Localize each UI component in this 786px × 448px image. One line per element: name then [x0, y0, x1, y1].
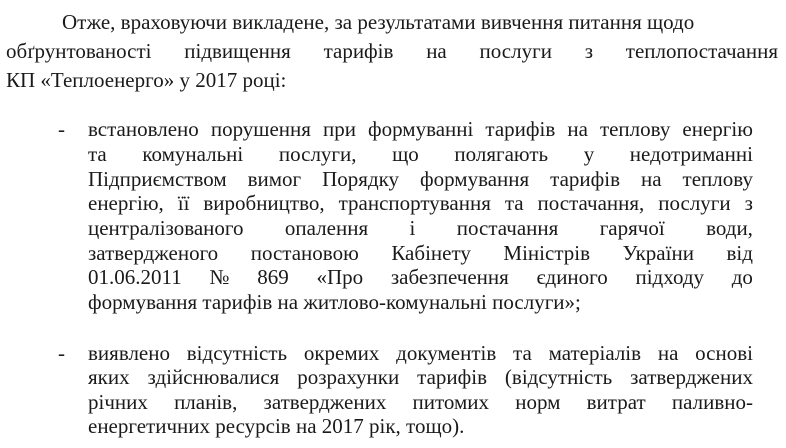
word: та — [88, 142, 107, 166]
word: формуванні — [368, 117, 474, 141]
intro-line-1: Отже, враховуючи викладене, за результатами вивчення питання щодо — [62, 10, 695, 34]
list-item-1-line-2 — [88, 142, 753, 166]
word: 01.06.2011 — [88, 265, 182, 289]
list-item-2-line-4: енергетичних ресурсів на 2017 рік, тощо). — [88, 414, 465, 438]
list-item-1-line-5 — [88, 216, 753, 240]
word: послуги — [658, 191, 731, 215]
word: основі — [695, 341, 753, 365]
word: з — [744, 191, 753, 215]
word: Кабінету — [391, 241, 471, 265]
list-item-2-line-1 — [88, 341, 753, 365]
word: теплову — [599, 117, 671, 141]
list-item-1-line-8: формування тарифів на житлово-комунальні послуги»; — [88, 290, 581, 314]
list-item-1-line-1 — [88, 117, 753, 141]
word: тарифів — [323, 39, 394, 63]
intro-line-3: КП «Теплоенерго» у 2017 році: — [6, 68, 287, 92]
word: гарячої — [599, 216, 665, 240]
word: вимог — [247, 167, 302, 191]
list-item-1-line-4 — [88, 191, 753, 215]
word: підвищення — [184, 39, 291, 63]
word: опалення — [284, 216, 369, 240]
word: при — [322, 117, 356, 141]
word: постановою — [250, 241, 359, 265]
word: тарифів — [417, 365, 487, 389]
word: витрат — [586, 390, 646, 414]
word: норм — [515, 390, 561, 414]
list-item-1-line-7 — [88, 265, 753, 289]
word: з — [584, 39, 593, 63]
word: транспортування — [338, 191, 491, 215]
word: на — [567, 117, 588, 141]
word: послуги — [479, 39, 552, 63]
word: підходу — [635, 265, 705, 289]
list-item-1-line-6 — [88, 241, 753, 265]
word: питомих — [412, 390, 490, 414]
word: та — [504, 191, 524, 215]
word: затверджених — [263, 390, 387, 414]
word: яких — [88, 365, 130, 389]
word: виявлено — [88, 341, 170, 365]
intro-line-2 — [6, 39, 778, 63]
list-item-2-line-3 — [88, 390, 753, 414]
word: води, — [706, 216, 753, 240]
word: обґрунтованості — [6, 39, 152, 63]
word: постачання — [456, 216, 559, 240]
word: та — [513, 341, 532, 365]
word: теплопостачання — [625, 39, 778, 63]
word: послуги, — [278, 142, 357, 166]
word: паливно- — [671, 390, 753, 414]
word: недотриманні — [629, 142, 753, 166]
word: централізованого — [88, 216, 244, 240]
word: у — [583, 142, 595, 166]
word: «Про — [316, 265, 364, 289]
word: встановлено — [88, 117, 199, 141]
word: комунальні — [142, 142, 244, 166]
word: постачання, — [537, 191, 645, 215]
word: енергію, — [88, 191, 164, 215]
word: документів — [396, 341, 497, 365]
list-item-2-bullet: - — [58, 341, 65, 365]
word: на — [426, 39, 447, 63]
word: єдиного — [536, 265, 608, 289]
word: від — [726, 241, 753, 265]
word: річних — [88, 390, 148, 414]
word: № — [209, 265, 230, 289]
word: України — [622, 241, 694, 265]
word: на — [641, 167, 662, 191]
word: тарифів — [550, 167, 621, 191]
word: полягають — [454, 142, 549, 166]
word: матеріалів — [548, 341, 642, 365]
word: окремих — [303, 341, 380, 365]
word: виробництво, — [203, 191, 325, 215]
word: Підприємством — [88, 167, 227, 191]
word: планів, — [174, 390, 238, 414]
word: (відсутність — [504, 365, 613, 389]
word: її — [177, 191, 190, 215]
list-item-2-line-2 — [88, 365, 753, 389]
list-item-1-line-3 — [88, 167, 753, 191]
word: затвердженого — [88, 241, 219, 265]
word: відсутність — [186, 341, 288, 365]
word: 869 — [257, 265, 289, 289]
word: порушення — [210, 117, 311, 141]
list-item-1-bullet: - — [58, 117, 65, 141]
word: забезпечення — [390, 265, 509, 289]
word: енергію — [682, 117, 753, 141]
word: розрахунки — [297, 365, 400, 389]
word: до — [731, 265, 753, 289]
word: тарифів — [485, 117, 556, 141]
word: на — [657, 341, 679, 365]
word: Порядку — [322, 167, 400, 191]
word: затверджених — [630, 365, 753, 389]
word: здійснювалися — [147, 365, 280, 389]
word: Міністрів — [503, 241, 591, 265]
word: і — [409, 216, 416, 240]
word: теплову — [682, 167, 753, 191]
word: що — [392, 142, 419, 166]
word: формування — [420, 167, 530, 191]
